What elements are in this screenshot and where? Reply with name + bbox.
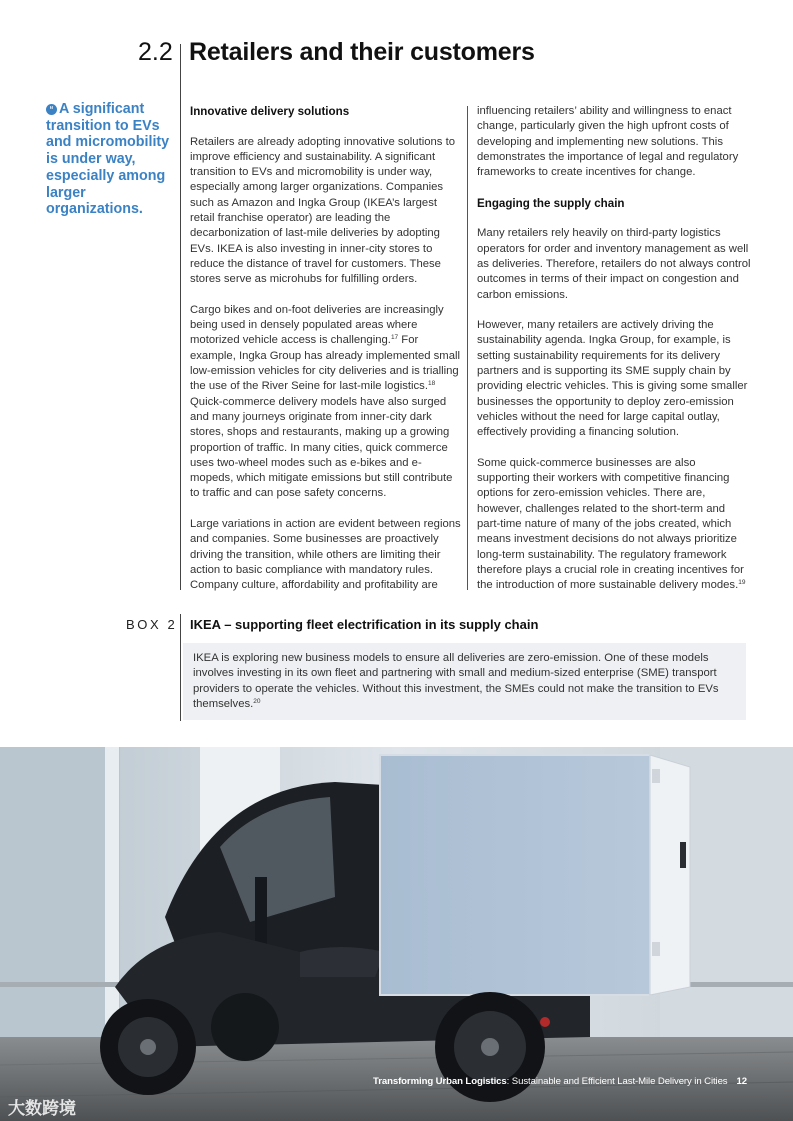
section-number: 2.2 (138, 38, 173, 66)
right-paragraph-4: Some quick-commerce businesses are also supporting their workers with competitive financing options for zero-emission vehicles. There are, however, challenges related to the short-term and part-time nature of many of the jobs created, which means investment decisions do not always prioritize long-term sustainability. The regulatory framework therefore plays a crucial role in creating incentives for the introduction of more sustainable delivery modes.$^{19}$ (477, 456, 746, 592)
divider-columns (467, 106, 468, 590)
electric-cargo-bike-photo (0, 747, 793, 1121)
footnote-ref-20[interactable]: 20 (253, 697, 261, 705)
right-paragraph-3: However, many retailers are actively driving the sustainability agenda. Ingka Group, for example, is setting sustainability requirements for its delivery partners and is supporting its SME supply chain by providing electric vehicles. This is giving some smaller businesses the opportunity to deploy zero-emission vehicles without the need for large capital outlay, effectively providing a financing solution. (477, 319, 748, 439)
footnote-ref-17[interactable]: 17 (390, 334, 399, 342)
footnote-ref-18[interactable]: 18 (427, 380, 436, 388)
footer-report-subtitle: : Sustainable and Efficient Last-Mile Delivery in Cities (506, 1076, 728, 1087)
box-label: BOX 2 (126, 617, 178, 632)
heading-innovative-delivery: Innovative delivery solutions (190, 105, 350, 118)
watermark-text: 大数跨境 (8, 1099, 76, 1118)
quote-icon: “ (46, 104, 57, 115)
right-column (477, 104, 751, 594)
pullquote-text: A significant transition to EVs and micromobility is under way, especially among larger organizations. (46, 101, 170, 218)
right-paragraph-1: influencing retailers’ ability and willingness to enact change, particularly given the high upfront costs of developing and implementing new solutions. This demonstrates the importance of legal and regulatory frameworks to create incentives for change. (477, 105, 739, 179)
footnote-ref-19[interactable]: 19 (738, 579, 746, 587)
pullquote (46, 101, 174, 218)
box-title: IKEA – supporting fleet electrification in its supply chain (190, 617, 539, 632)
page-number: 12 (736, 1076, 747, 1087)
divider-box (180, 614, 181, 721)
page-title: Retailers and their customers (189, 38, 535, 66)
left-paragraph-3: Large variations in action are evident between regions and companies. Some businesses are proactively driving the transition, while others are limiting their action to basic compliance with mandatory rules. Company culture, affordability and profitability are (190, 518, 461, 592)
heading-engaging-supply-chain: Engaging the supply chain (477, 196, 625, 210)
left-column (190, 104, 462, 594)
box-body: IKEA is exploring new business models to ensure all deliveries are zero-emission. One of these models involves investing in its own fleet and partnering with small and medium-sized enterprise (SME) transport providers to operate the vehicles. Without this investment, the SMEs could not make the transition to EVs themselves.$^{20}$ (183, 643, 746, 720)
divider-left (180, 44, 181, 590)
page-footer (373, 1076, 747, 1087)
footer-report-title: Transforming Urban Logistics (372, 1076, 507, 1087)
left-paragraph-1: Retailers are already adopting innovative solutions to improve efficiency and sustainability. A significant transition to EVs and micromobility is under way, especially among larger organizations. Companies such as Amazon and Ingka Group (IKEA’s largest retail franchise operator) are leading the decarbonization of last-mile deliveries by adopting EVs. IKEA is also investing in inner-city stores to reduce the distance of travel for customers. These stores serve as microhubs for fulfilling orders. (190, 135, 456, 286)
right-paragraph-2: Many retailers rely heavily on third-party logistics operators for order and inventory management as well as deliveries. Therefore, retailers do not always control outcomes in terms of their impact on congestion and carbon emissions. (477, 227, 751, 301)
left-paragraph-2: Cargo bikes and on-foot deliveries are increasingly being used in densely populated areas where motorized vehicle access is challenging.$^{17}$ For example, Ingka Group has already implemented small low-emission vehicles for city deliveries and is trialling the use of the River Seine for last-mile logistics.$^{18}$ Quick-commerce delivery models have also surged and many journeys originate from inner-city dark stores, shops and restaurants, making up a growing proportion of traffic. In many cities, quick commerce uses two-wheel modes such as e-bikes and e-mopeds, which mitigate emissions but still contribute to traffic and can pose safety concerns. (190, 303, 461, 500)
